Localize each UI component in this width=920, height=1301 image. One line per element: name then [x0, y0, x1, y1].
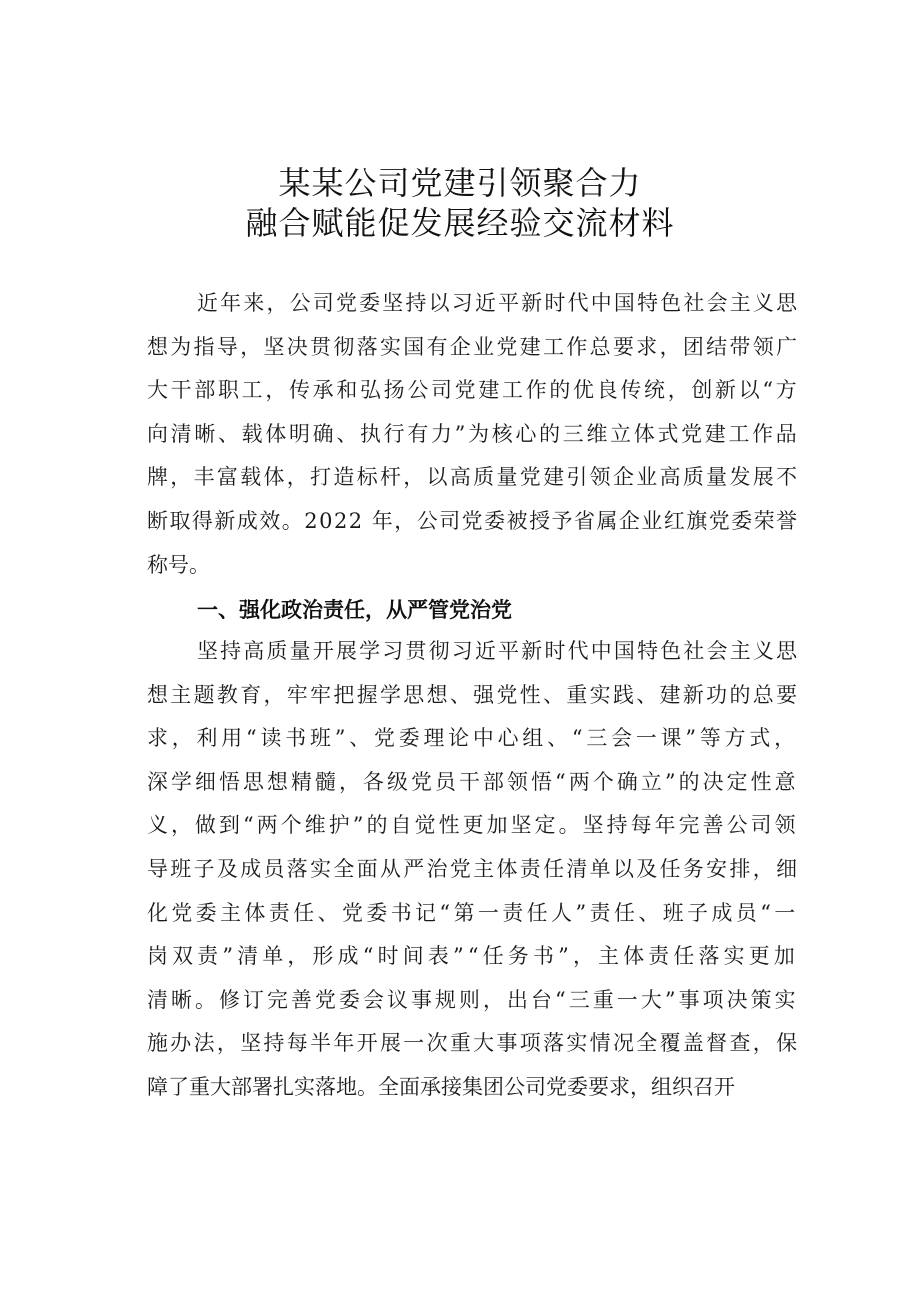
text-line: 称号。 — [147, 552, 210, 577]
document-title-line-2: 融合赋能促发展经验交流材料 — [245, 204, 675, 242]
text-line: 障了重大部署扎实落地。全面承接集团公司党委要求，组织召开 — [147, 1075, 735, 1099]
document-title-line-1: 某某公司党建引领聚合力 — [278, 164, 642, 202]
text-line: 近年来，公司党委坚持以习近平新时代中国特色社会主义思 — [197, 291, 800, 315]
text-line: 大干部职工，传承和弘扬公司党建工作的优良传统，创新以“方 — [147, 378, 800, 403]
text-line: 牌，丰富载体，打造标杆，以高质量党建引领企业高质量发展不 — [147, 465, 800, 490]
text-line: 求，利用“读书班”、党委理论中心组、“三会一课”等方式， — [147, 726, 799, 751]
text-line: 断取得新成效。2022 年，公司党委被授予省属企业红旗党委荣誉 — [147, 509, 799, 533]
text-line: 想为指导，坚决贯彻落实国有企业党建工作总要求，团结带领广 — [147, 334, 800, 359]
text-line: 清晰。修订完善党委会议事规则，出台“三重一大”事项决策实 — [147, 987, 799, 1012]
text-line: 义，做到“两个维护”的自觉性更加坚定。坚持每年完善公司领 — [147, 813, 799, 838]
text-line: 施办法，坚持每半年开展一次重大事项落实情况全覆盖督查，保 — [147, 1031, 800, 1056]
text-line: 深学细悟思想精髓，各级党员干部领悟“两个确立”的决定性意 — [147, 769, 799, 794]
text-line: 岗双责”清单，形成“时间表”“任务书”，主体责任落实更加 — [147, 944, 799, 969]
section-1-heading: 一、强化政治责任，从严管党治党 — [197, 598, 512, 622]
text-line: 导班子及成员落实全面从严治党主体责任清单以及任务安排，细 — [147, 857, 800, 881]
text-line: 想主题教育，牢牢把握学思想、强党性、重实践、建新功的总要 — [147, 682, 800, 707]
text-line: 化党委主体责任、党委书记“第一责任人”责任、班子成员“一 — [147, 900, 799, 925]
text-line: 坚持高质量开展学习贯彻习近平新时代中国特色社会主义思 — [197, 639, 800, 663]
text-line: 向清晰、载体明确、执行有力”为核心的三维立体式党建工作品 — [147, 421, 800, 446]
